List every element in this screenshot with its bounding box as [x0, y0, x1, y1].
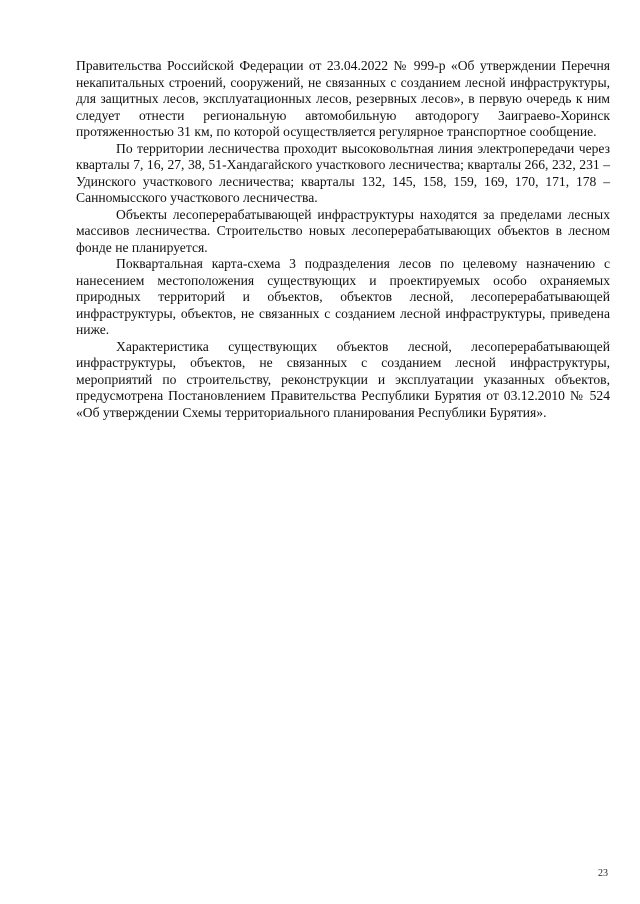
- paragraph-power-line: По территории лесничества проходит высоковольтная линия электропередачи через кварталы 7, 16, 27, 38, 51-Хандагайского участкового лесничества; кварталы 266, 232, 231 – Удинского участкового лесничества; кварталы 132, 145, 158, 159, 169, 170, 171, 178 – Санномысского участкового лесничества.: [76, 140, 610, 205]
- paragraph-characteristics: Характеристика существующих объектов лесной, лесоперерабатывающей инфраструктуры, объектов, не связанных с созданием лесной инфраструктуры, мероприятий по строительству, реконструкции и эксплуатации указанных объектов, предусмотрена Постановлением Правительства Республики Бурятия от 03.12.2010 № 524 «Об утверждении Схемы территориального планирования Республики Бурятия».: [76, 338, 610, 420]
- paragraph-wood-processing: Объекты лесоперерабатывающей инфраструктуры находятся за пределами лесных массивов лесничества. Строительство новых лесоперерабатывающих объектов в лесном фонде не планируется.: [76, 206, 610, 255]
- document-body: [76, 58, 610, 421]
- paragraph-map-scheme: Поквартальная карта-схема 3 подразделения лесов по целевому назначению с нанесением местоположения существующих и проектируемых особо охраняемых природных территорий и объектов, объектов лесной, лесоперерабатывающей инфраструктуры, объектов, не связанных с созданием лесной инфраструктуры, приведена ниже.: [76, 256, 610, 337]
- page-number: 23: [598, 868, 608, 879]
- paragraph-road-list: Правительства Российской Федерации от 23.04.2022 № 999-р «Об утверждении Перечня некапитальных строений, сооружений, не связанных с созданием лесной инфраструктуры, для защитных лесов, эксплуатационных лесов, резервных лесов», в первую очередь к ним следует отнести региональную автомобильную автодорогу Заиграево-Хоринск протяженностью 31 км, по которой осуществляется регулярное транспортное сообщение.: [76, 58, 610, 139]
